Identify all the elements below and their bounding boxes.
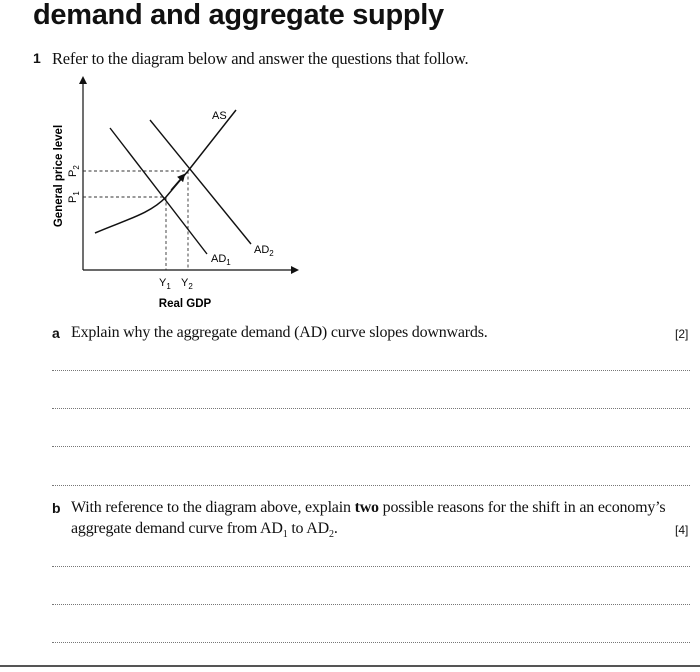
- answer-line-a2[interactable]: [52, 408, 690, 409]
- answer-line-b3[interactable]: [52, 642, 690, 643]
- ad1-curve: [110, 128, 207, 254]
- emphasis-two: two: [354, 499, 379, 516]
- movement-arrow: [171, 175, 184, 190]
- y2-tick-label: $Y_2$: [181, 277, 193, 291]
- part-a-letter: a: [52, 325, 60, 341]
- ad1-label: $AD_1$: [211, 253, 231, 267]
- answer-line-a4[interactable]: [52, 485, 690, 486]
- part-b-marks: [4]: [675, 523, 689, 537]
- ad2-curve: [150, 120, 251, 244]
- x-axis-label: Real GDP: [158, 298, 212, 310]
- part-a-marks: [2]: [675, 327, 689, 341]
- question-number: 1: [33, 50, 41, 66]
- ad2-label: $AD_2$: [254, 244, 274, 258]
- section-heading: demand and aggregate supply: [33, 0, 444, 31]
- answer-line-a3[interactable]: [52, 446, 690, 447]
- part-a-text: Explain why the aggregate demand (AD) curve slopes downwards.: [71, 324, 488, 341]
- y1-tick-label: $Y_1$: [159, 277, 171, 291]
- answer-line-b1[interactable]: [52, 566, 690, 567]
- page-bottom-edge: [0, 665, 700, 667]
- y-axis-label: General price level: [53, 124, 65, 228]
- part-b-line-2: aggregate demand curve from $AD_1$ to $AD_2$.: [71, 520, 338, 541]
- ad-as-diagram: [0, 0, 700, 320]
- p2-tick-label: $P_2$: [67, 165, 81, 177]
- part-b-text: [71, 497, 665, 545]
- answer-line-a1[interactable]: [52, 370, 690, 371]
- as-curve: [95, 110, 236, 233]
- part-b-letter: b: [52, 500, 61, 516]
- question-intro: Refer to the diagram below and answer the questions that follow.: [52, 49, 469, 68]
- answer-line-b2[interactable]: [52, 604, 690, 605]
- part-b-line-1: With reference to the diagram above, explain two possible reasons for the shift in an economy’s: [71, 499, 666, 516]
- p1-tick-label: $P_1$: [67, 191, 81, 203]
- as-label: AS: [212, 110, 227, 122]
